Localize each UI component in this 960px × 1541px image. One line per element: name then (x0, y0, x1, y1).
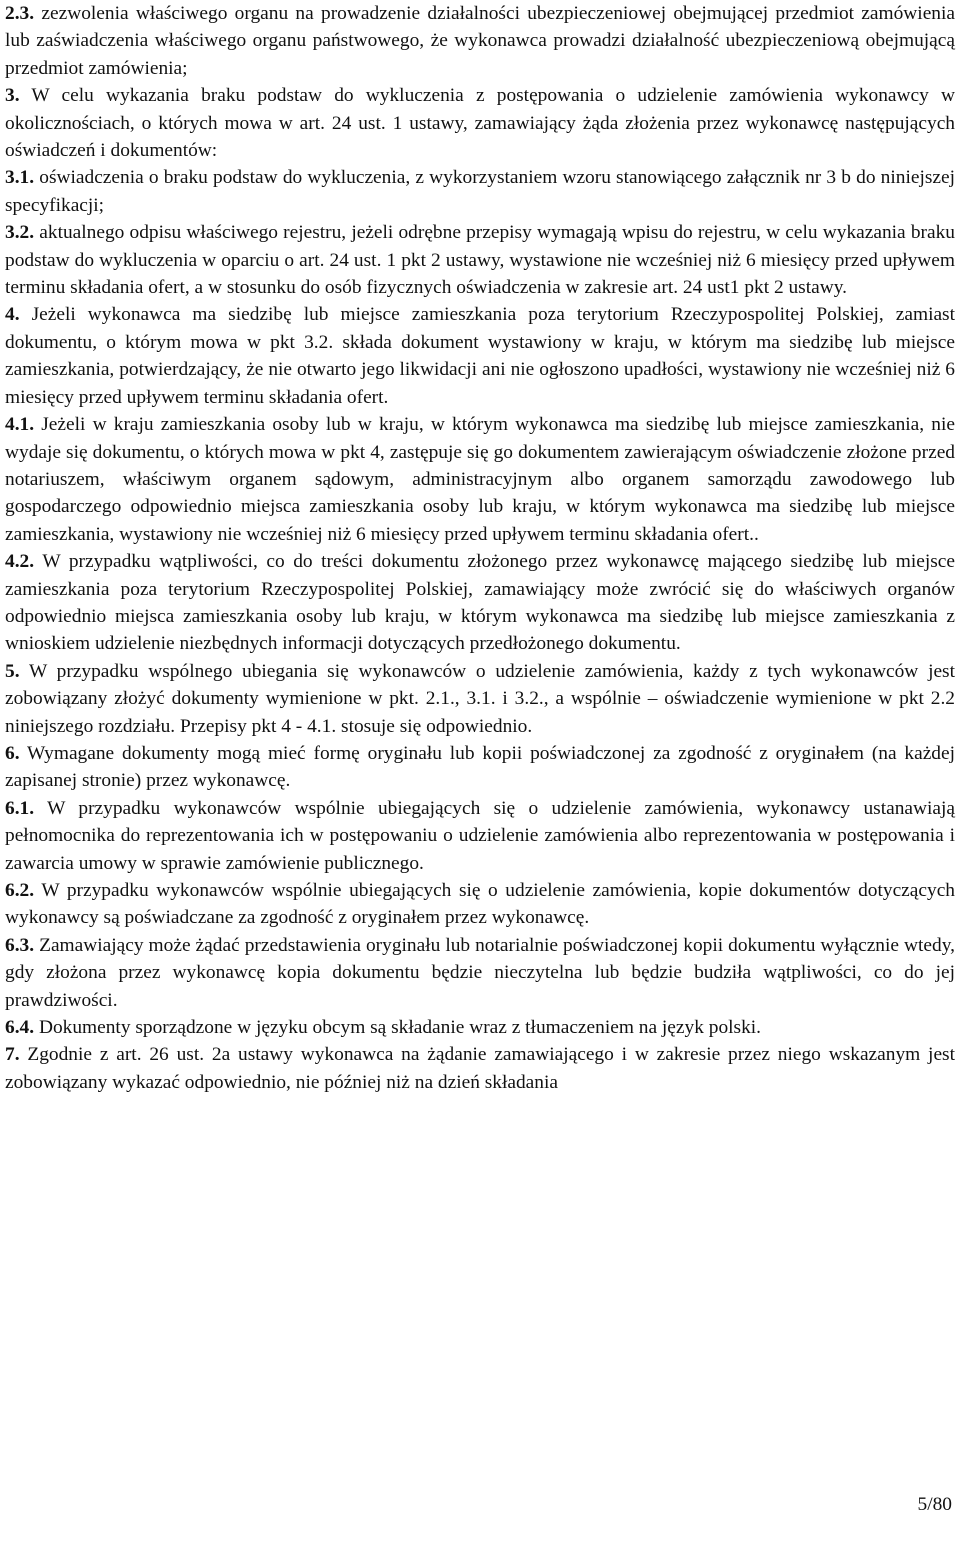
paragraph-3-1 (5, 164, 955, 219)
paragraph-4 (5, 301, 955, 411)
paragraph-text: Zamawiający może żądać przedstawienia oryginału lub notarialnie poświadczonej kopii dokumentu wyłącznie wtedy, gdy złożona przez wykonawcę kopia dokumentu będzie nieczytelna lub będzie budziła wątpliwości, co do jej prawdziwości. (5, 934, 955, 1011)
paragraph-6-1 (5, 795, 955, 877)
paragraph-number: 5. (5, 660, 20, 682)
paragraph-text: oświadczenia o braku podstaw do wykluczenia, z wykorzystaniem wzoru stanowiącego załącznik nr 3 b do niniejszej specyfikacji; (5, 167, 955, 216)
paragraph-text: W przypadku wątpliwości, co do treści dokumentu złożonego przez wykonawcę mającego siedzibę lub miejsce zamieszkania poza terytorium Rzeczypospolitej Polskiej, zamawiający może zwrócić się do właściwych organów odpowiednio miejsca zamieszkania osoby lub kraju, w którym wykonawca ma siedzibę lub miejsce zamieszkania z wnioskiem udzielenie niezbędnych informacji dotyczących przedłożonego dokumentu. (5, 551, 955, 655)
paragraph-number: 6.4. (5, 1017, 35, 1039)
paragraph-number: 6.3. (5, 934, 35, 956)
paragraph-number: 6.2. (5, 880, 35, 901)
paragraph-text: Wymagane dokumenty mogą mieć formę oryginału lub kopii poświadczonej za zgodność z oryginałem (na każdej zapisanej stronie) przez wykonawcę. (5, 742, 956, 792)
paragraph-number: 7. (5, 1044, 20, 1066)
paragraph-text: W celu wykazania braku podstaw do wykluczenia z postępowania o udzielenie zamówienia wykonawcy w okolicznościach, o których mowa w art. 24 ust. 1 ustawy, zamawiający żąda złożenia przez wykonawcę następujących oświadczeń i dokumentów: (5, 85, 956, 162)
paragraph-3 (5, 82, 955, 164)
paragraph-text: Zgodnie z art. 26 ust. 2a ustawy wykonawca na żądanie zamawiającego i w zakresie przez niego wskazanym jest zobowiązany wykazać odpowiednio, nie później niż na dzień składania (5, 1044, 955, 1093)
paragraph-text: Dokumenty sporządzone w języku obcym są składanie wraz z tłumaczeniem na język polski. (38, 1017, 762, 1039)
page-number: 5/80 (917, 1494, 952, 1515)
paragraph-number: 3. (5, 85, 20, 107)
paragraph-text: aktualnego odpisu właściwego rejestru, jeżeli odrębne przepisy wymagają wpisu do rejestru, w celu wykazania braku podstaw do wykluczenia w oparciu o art. 24 ust. 1 pkt 2 ustawy, wystawione nie wcześniej niż 6 miesięcy przed upływem terminu składania ofert, a w stosunku do osób fizycznych oświadczenia w zakresie art. 24 ust1 pkt 2 ustawy. (5, 222, 955, 299)
paragraph-6-3 (5, 932, 955, 1014)
document-page (5, 0, 955, 1096)
paragraph-number: 3.2. (5, 222, 35, 244)
paragraph-text: W przypadku wykonawców wspólnie ubiegających się o udzielenie zamówienia, kopie dokumentów dotyczących wykonawcy są poświadczane za zgodność z oryginałem przez wykonawcę. (5, 880, 955, 929)
paragraph-3-2 (5, 219, 955, 301)
paragraph-text: W przypadku wspólnego ubiegania się wykonawców o udzielenie zamówienia, każdy z tych wykonawców jest zobowiązany złożyć dokumenty wymienione w pkt. 2.1., 3.1. i 3.2., a wspólnie – oświadczenie wymienione w pkt 2.2 niniejszego rozdziału. Przepisy pkt 4 - 4.1. stosuje się odpowiednio. (5, 660, 955, 737)
paragraph-text: Jeżeli wykonawca ma siedzibę lub miejsce zamieszkania poza terytorium Rzeczypospolitej Polskiej, zamiast dokumentu, o którym mowa w pkt 3.2. składa dokument wystawiony w kraju, w którym ma siedzibę lub miejsce zamieszkania, potwierdzający, że nie otwarto jego likwidacji ani nie ogłoszono upadłości, wystawiony nie wcześniej niż 6 miesięcy przed upływem terminu składania ofert. (5, 304, 955, 408)
paragraph-text: zezwolenia właściwego organu na prowadzenie działalności ubezpieczeniowej obejmującej przedmiot zamówienia lub zaświadczenia właściwego organu państwowego, że wykonawca prowadzi działalność ubezpieczeniową obejmującą przedmiot zamówienia; (5, 3, 955, 79)
paragraph-number: 6. (5, 742, 20, 764)
paragraph-4-2 (5, 548, 955, 658)
paragraph-number: 4. (5, 304, 20, 326)
paragraph-number: 2.3. (5, 3, 35, 24)
paragraph-5 (5, 658, 955, 740)
paragraph-text: W przypadku wykonawców wspólnie ubiegających się o udzielenie zamówienia, wykonawcy ustanawiają pełnomocnika do reprezentowania ich w postępowaniu o udzielenie zamówienia albo reprezentowania w postępowania i zawarcia umowy w sprawie zamówienie publicznego. (5, 797, 955, 874)
paragraph-number: 6.1. (5, 797, 35, 819)
paragraph-number: 3.1. (5, 167, 35, 189)
paragraph-number: 4.2. (5, 551, 35, 573)
paragraph-6 (5, 740, 955, 795)
paragraph-7 (5, 1041, 955, 1096)
paragraph-6-4 (5, 1014, 955, 1041)
paragraph-2-3 (5, 0, 955, 82)
paragraph-number: 4.1. (5, 414, 35, 436)
paragraph-4-1 (5, 411, 955, 548)
paragraph-text: Jeżeli w kraju zamieszkania osoby lub w kraju, w którym wykonawca ma siedzibę lub miejsce zamieszkania, nie wydaje się dokumentu, o których mowa w pkt 4, zastępuje się go dokumentem zawierającym oświadczenie złożone przed notariuszem, właściwym organem sądowym, administracyjnym albo organem samorządu zawodowego lub gospodarczego odpowiednio miejsca zamieszkania osoby lub kraju, w którym wykonawca ma siedzibę lub miejsce zamieszkania, wystawiony nie wcześniej niż 6 miesięcy przed upływem terminu składania ofert.. (5, 414, 955, 545)
paragraph-6-2 (5, 877, 955, 932)
